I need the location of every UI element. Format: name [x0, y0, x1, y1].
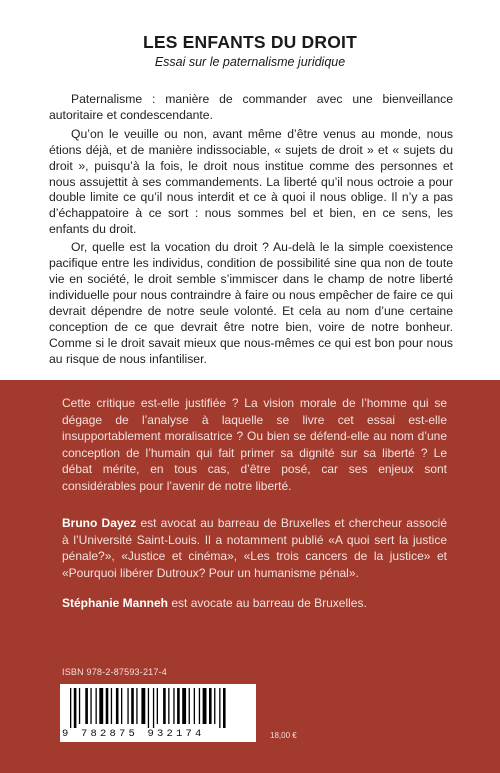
barcode-bar [70, 688, 71, 728]
barcode-bar [148, 688, 149, 728]
barcode-bar [121, 688, 122, 724]
barcode-bar [111, 688, 112, 724]
barcode-bar [199, 688, 200, 724]
barcode-bar [96, 688, 97, 724]
barcode-bar [223, 688, 226, 728]
book-title: LES ENFANTS DU DROIT [142, 32, 357, 52]
author-bio-dayez [62, 515, 447, 581]
barcode [60, 684, 256, 742]
barcode-digits: 9 782875 932174 [62, 728, 205, 740]
barcode-bar [106, 688, 109, 724]
critique-paragraph: Cette critique est-elle justifiée ? La vision morale de l’homme qui se dégage de l’analyse à laquelle se livre cet essai est-elle insupportablement moralisatrice ? Ou bien se défend-elle au nom d’une conception de l’humain qui fait primer sa dignité sur sa liberté ? Le débat mérite, en tous cas, d’être posé, car ses enjeux sont considérables pour l’avenir de notre liberté. [62, 396, 447, 493]
barcode-bar [90, 688, 91, 724]
barcode-bar [99, 688, 103, 724]
barcode-bar [116, 688, 119, 724]
cover-red-band [0, 380, 500, 773]
author-bio-text: est avocat au barreau de Bruxelles et chercheur associé à l’Université Saint-Louis. Il a notamment publié «A quoi sert la justice pénale?», «Justice et cinéma», «Les trois cancers de la justice» et «Pourquoi libérer Dutroux? Pour un humanisme pénal». [62, 516, 447, 580]
barcode-bar [74, 688, 77, 728]
barcode-bar [141, 688, 145, 724]
cover-top-section [0, 0, 500, 380]
barcode-bar [214, 688, 215, 724]
barcode-bar [219, 688, 220, 728]
barcode-bar [79, 688, 80, 724]
band-text [62, 395, 447, 626]
intro-text [49, 92, 453, 369]
barcode-bar [182, 688, 186, 724]
barcode-bar [153, 688, 154, 728]
barcode-bars [68, 688, 248, 728]
barcode-bar [168, 688, 169, 724]
author-name: Stéphanie Manneh [62, 596, 169, 610]
author-name: Bruno Dayez [62, 516, 137, 530]
price-label: 18,00 € [270, 731, 297, 740]
barcode-bar [194, 688, 195, 724]
barcode-bar [177, 688, 180, 724]
author-bio-text: est avocate au barreau de Bruxelles. [168, 596, 367, 610]
barcode-bar [136, 688, 137, 724]
barcode-bar [131, 688, 134, 724]
author-bio-manneh [62, 595, 447, 612]
barcode-bar [173, 688, 174, 724]
book-subtitle: Essai sur le paternalisme juridique [154, 55, 346, 69]
intro-paragraph-subjects: Qu’on le veuille ou non, avant même d’être venus au monde, nous étions déjà, et de manière indissociable, « sujets de droit » et « sujets du droit », puisqu’à la fois, le droit nous institue comme des personnes et nous assujettit à ses commandements. La liberté qu’il nous octroie a pour double limite ce qu’il nous interdit et ce à quoi il nous oblige. Il n’y a pas d’échappatoire à ce sort : nous sommes bel et bien, en ce sens, les enfants du droit. [49, 126, 453, 237]
barcode-bar [157, 688, 158, 724]
isbn-label: ISBN 978-2-87593-217-4 [62, 667, 167, 677]
intro-paragraph-definition: Paternalisme : manière de commander avec une bienveillance autoritaire et condescendante. [49, 92, 453, 122]
barcode-bar [203, 688, 207, 724]
barcode-bar [189, 688, 190, 724]
barcode-bar [127, 688, 128, 724]
barcode-bar [163, 688, 166, 724]
barcode-bar [85, 688, 88, 724]
intro-paragraph-vocation: Or, quelle est la vocation du droit ? Au-delà le la simple coexistence pacifique entre les individus, condition de possibilité sine qua non de toute vie en société, le droit semble s’immiscer dans le champ de notre liberté individuelle pour nous contraindre à faire ou nous empêcher de faire ce qui devrait dépendre de notre seule volonté. Et cela au nom d’une certaine conception de ce que devrait être notre bien, voire de notre bonheur. Comme si le droit savait mieux que nous-mêmes ce qui est bon pour nous au risque de nous infantiliser. [49, 240, 453, 366]
barcode-bar [209, 688, 212, 724]
